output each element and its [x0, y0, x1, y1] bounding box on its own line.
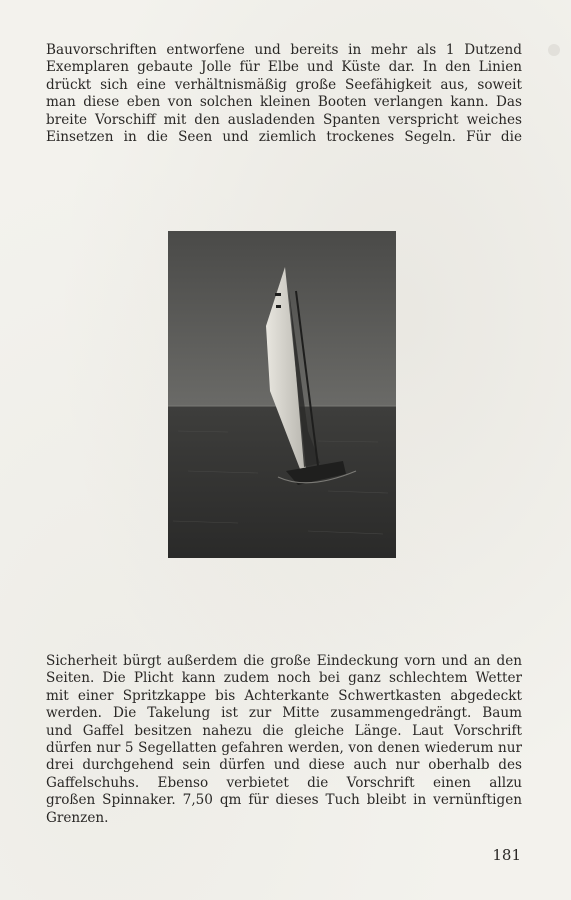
bottom-paragraph	[46, 653, 522, 827]
text-line: mit einer Spritzkappe bis Achterkante Schwertkasten abgedeckt	[46, 687, 522, 704]
text-line: und Gaffel besitzen nahezu die gleiche Länge. Laut Vorschrift	[46, 722, 522, 739]
text-line: werden. Die Takelung ist zur Mitte zusammengedrängt. Baum	[46, 705, 522, 722]
text-line: Exemplaren gebaute Jolle für Elbe und Küste dar. In den Linien	[46, 59, 522, 76]
sailboat-photo-drawing	[168, 231, 396, 558]
text-line: man diese eben von solchen kleinen Booten verlangen kann. Das	[46, 94, 522, 111]
text-line: Gaffelschuhs. Ebenso verbietet die Vorschrift einen allzu	[46, 774, 522, 791]
top-paragraph	[46, 42, 522, 146]
text-line: Sicherheit bürgt außerdem die große Eindeckung vorn und an den	[46, 653, 522, 669]
sailboat-photo	[168, 231, 396, 558]
text-line: Bauvorschriften entworfene und bereits in mehr als 1 Dutzend	[46, 42, 522, 58]
text-line: großen Spinnaker. 7,50 qm für dieses Tuch bleibt in vernünftigen	[46, 792, 522, 809]
paper-speck	[548, 44, 560, 56]
page-number: 181	[492, 846, 521, 864]
text-line: breite Vorschiff mit den ausladenden Spanten verspricht weiches	[46, 111, 522, 128]
text-line: dürfen nur 5 Segellatten gefahren werden, von denen wiederum nur	[46, 740, 522, 757]
text-line: drei durchgehend sein dürfen und diese auch nur oberhalb des	[46, 757, 522, 774]
text-line: Grenzen.	[46, 809, 109, 826]
text-line: drückt sich eine verhältnismäßig große Seefähigkeit aus, soweit	[46, 76, 522, 93]
sea	[168, 406, 396, 558]
text-line: Seiten. Die Plicht kann zudem noch bei ganz schlechtem Wetter	[46, 670, 522, 687]
text-line: Einsetzen in die Seen und ziemlich trockenes Segeln. Für die	[46, 129, 522, 146]
